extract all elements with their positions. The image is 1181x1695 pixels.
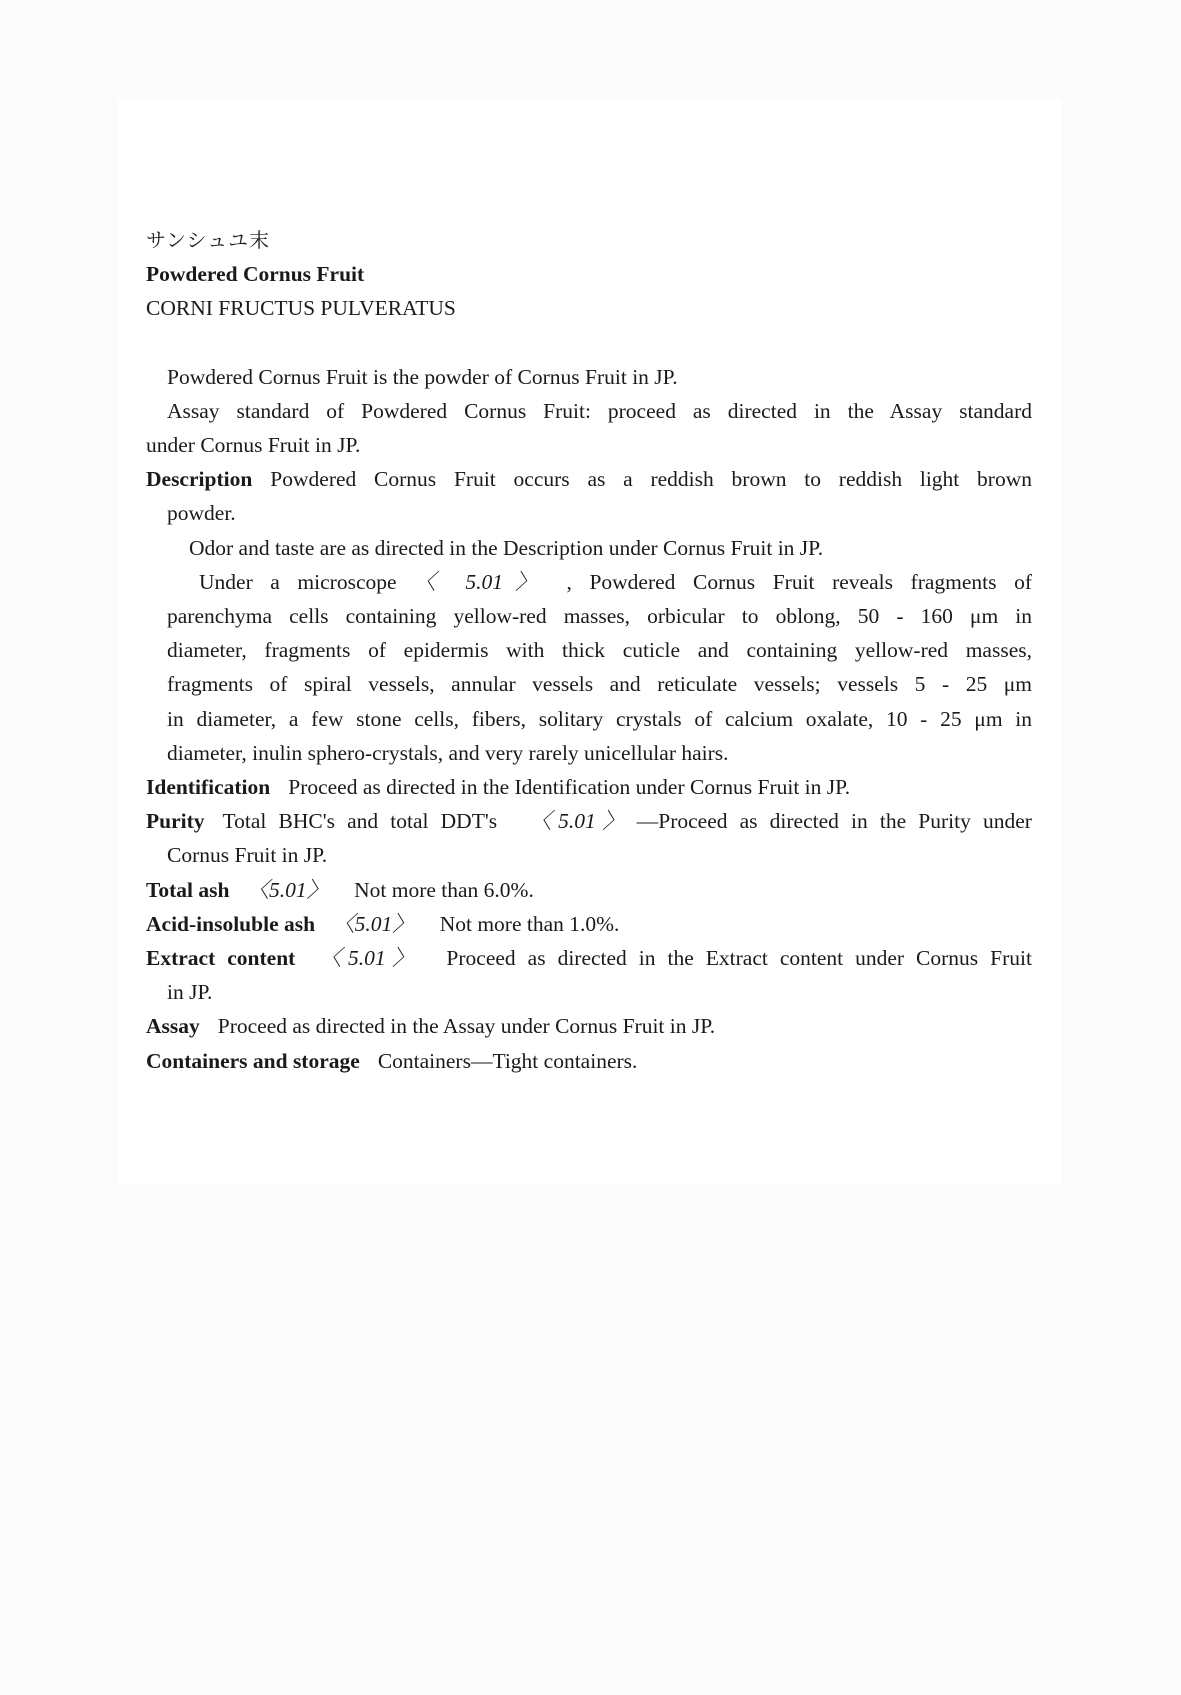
microscope-line-1 <box>146 565 1032 599</box>
assay-text: Proceed as directed in the Assay under Cornus Fruit in JP. <box>217 1014 716 1039</box>
assay-line <box>146 1009 1032 1043</box>
total-ash-text: Not more than 6.0%. <box>354 877 534 902</box>
purity-text-b: —Proceed as directed in the Purity under <box>636 809 1032 834</box>
acid-ash-heading: Acid-insoluble ash <box>146 911 316 936</box>
microscope-line-3: diameter, fragments of epidermis with thick cuticle and containing yellow-red masses, <box>167 638 1032 663</box>
extract-line-1 <box>146 941 1032 975</box>
identification-text: Proceed as directed in the Identification under Cornus Fruit in JP. <box>288 775 851 800</box>
microscope-text-b: , Powdered Cornus Fruit reveals fragments of <box>548 569 1032 594</box>
microscope-line-4: fragments of spiral vessels, annular vessels and reticulate vessels; vessels 5 - 25 μm <box>167 672 1032 697</box>
description-line-2: powder. <box>167 501 236 526</box>
identification-line <box>146 770 1032 804</box>
title-japanese: サンシュユ末 <box>146 228 271 252</box>
identification-heading: Identification <box>146 775 271 800</box>
acid-ash-line <box>146 907 1032 941</box>
purity-ref: 〈5.01〉 <box>523 809 631 834</box>
title-latin: CORNI FRUCTUS PULVERATUS <box>146 296 456 321</box>
intro-line-2: Assay standard of Powdered Cornus Fruit: proceed as directed in the Assay standard <box>167 398 1032 423</box>
microscope-text-a: Under a microscope <box>199 569 415 594</box>
microscope-line-5: in diameter, a few stone cells, fibers, solitary crystals of calcium oxalate, 10 - 25 μm in <box>167 706 1032 731</box>
microscope-line-2: parenchyma cells containing yellow-red masses, orbicular to oblong, 50 - 160 μm in <box>167 604 1032 629</box>
extract-heading: Extract content <box>146 946 296 971</box>
description-text: Powdered Cornus Fruit occurs as a reddish brown to reddish light brown <box>270 467 1032 492</box>
total-ash-ref: 〈5.01〉 <box>247 877 329 902</box>
title-english: Powdered Cornus Fruit <box>146 262 365 287</box>
containers-text: Containers—Tight containers. <box>377 1048 638 1073</box>
purity-line-2: Cornus Fruit in JP. <box>167 843 328 868</box>
acid-ash-ref: 〈5.01〉 <box>333 911 414 936</box>
extract-text: Proceed as directed in the Extract content under Cornus Fruit <box>446 946 1032 971</box>
microscope-ref: 〈 5.01〉 <box>414 569 549 594</box>
monograph-body <box>146 223 1032 1078</box>
containers-line <box>146 1044 1032 1078</box>
acid-ash-text: Not more than 1.0%. <box>439 911 620 936</box>
spacer <box>146 326 1032 360</box>
extract-line-2: in JP. <box>167 980 213 1005</box>
description-odor: Odor and taste are as directed in the Description under Cornus Fruit in JP. <box>189 535 824 560</box>
total-ash-line <box>146 873 1032 907</box>
total-ash-heading: Total ash <box>146 877 230 902</box>
description-line-1 <box>146 462 1032 496</box>
purity-heading: Purity <box>146 809 205 834</box>
extract-ref: 〈5.01〉 <box>313 946 421 971</box>
document-page <box>118 99 1062 1184</box>
assay-heading: Assay <box>146 1014 200 1039</box>
description-heading: Description <box>146 467 253 492</box>
purity-line-1 <box>146 804 1032 838</box>
intro-line-1: Powdered Cornus Fruit is the powder of Cornus Fruit in JP. <box>167 364 678 389</box>
intro-line-3: under Cornus Fruit in JP. <box>146 433 361 458</box>
containers-heading: Containers and storage <box>146 1048 360 1073</box>
microscope-line-6: diameter, inulin sphero-crystals, and very rarely unicellular hairs. <box>167 740 729 765</box>
purity-text-a: Total BHC's and total DDT's <box>222 809 498 834</box>
